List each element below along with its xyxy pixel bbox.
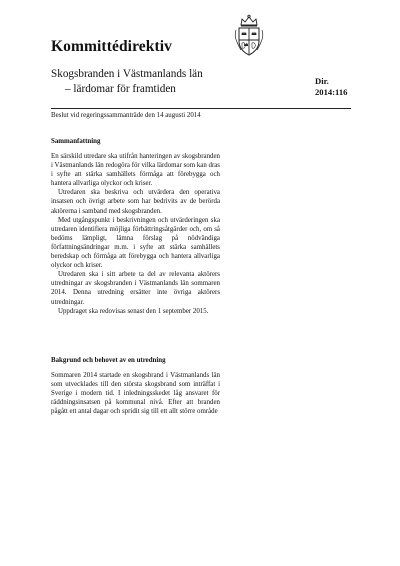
paragraph: Sommaren 2014 startade en skogsbrand i Västmanlands län som utvecklades till den största skogsbrand som inträffat i Sverige i modern tid. I inledningsskedet låg ansvaret för räddningsinsatsen på kommunal nivå. Efter att branden pågått ett antal dagar och spridit sig till ett allt större område (51, 372, 220, 416)
header-divider (51, 108, 351, 109)
section-heading-summary: Sammanfattning (51, 138, 101, 145)
directive-label: Dir. (315, 76, 329, 86)
directive-number-block (315, 76, 347, 98)
decision-line: Beslut vid regeringssammanträde den 14 augusti 2014 (51, 112, 201, 119)
section-heading-background: Bakgrund och behovet av en utredning (51, 357, 166, 364)
section-body-summary (51, 152, 220, 316)
section-body-background (51, 371, 220, 416)
title-line-2: – lärdomar för framtiden (65, 82, 176, 95)
title-line-1: Skogsbranden i Västmanlands län (51, 68, 203, 80)
document-title (51, 67, 231, 96)
directive-number: 2014:116 (315, 87, 348, 97)
paragraph: Utredaren ska i sitt arbete ta del av relevanta aktörers utredningar av skogsbranden i Västmanlands län sommaren 2014. Denna utredning ersätter inte övriga aktörers utredningar. (51, 271, 220, 306)
paragraph: Uppdraget ska redovisas senast den 1 september 2015. (58, 307, 209, 315)
paragraph: Med utgångspunkt i beskrivningen och utvärderingen ska utredaren identifiera möjliga förbättringsåtgärder och, om så bedöms lämpligt, lämna förslag på nödvändiga författningsändringar m.m. i syfte att stärka samhällets beredskap och förmåga att förebygga och hantera allvarliga olyckor och kriser. (51, 216, 220, 270)
document-type-heading: Kommittédirektiv (51, 38, 172, 55)
coat-of-arms-icon (232, 14, 266, 58)
paragraph: Utredaren ska beskriva och utvärdera den operativa insatsen och övrigt arbete som har bedrivits av de berörda aktörerna i samband med skogsbranden. (51, 189, 220, 215)
paragraph: En särskild utredare ska utifrån hanteringen av skogsbranden i Västmanlands län redogöra för vilka lärdomar som kan dras i syfte att stärka samhällets förmåga att förebygga och hantera allvarliga olyckor och kriser. (51, 153, 220, 188)
